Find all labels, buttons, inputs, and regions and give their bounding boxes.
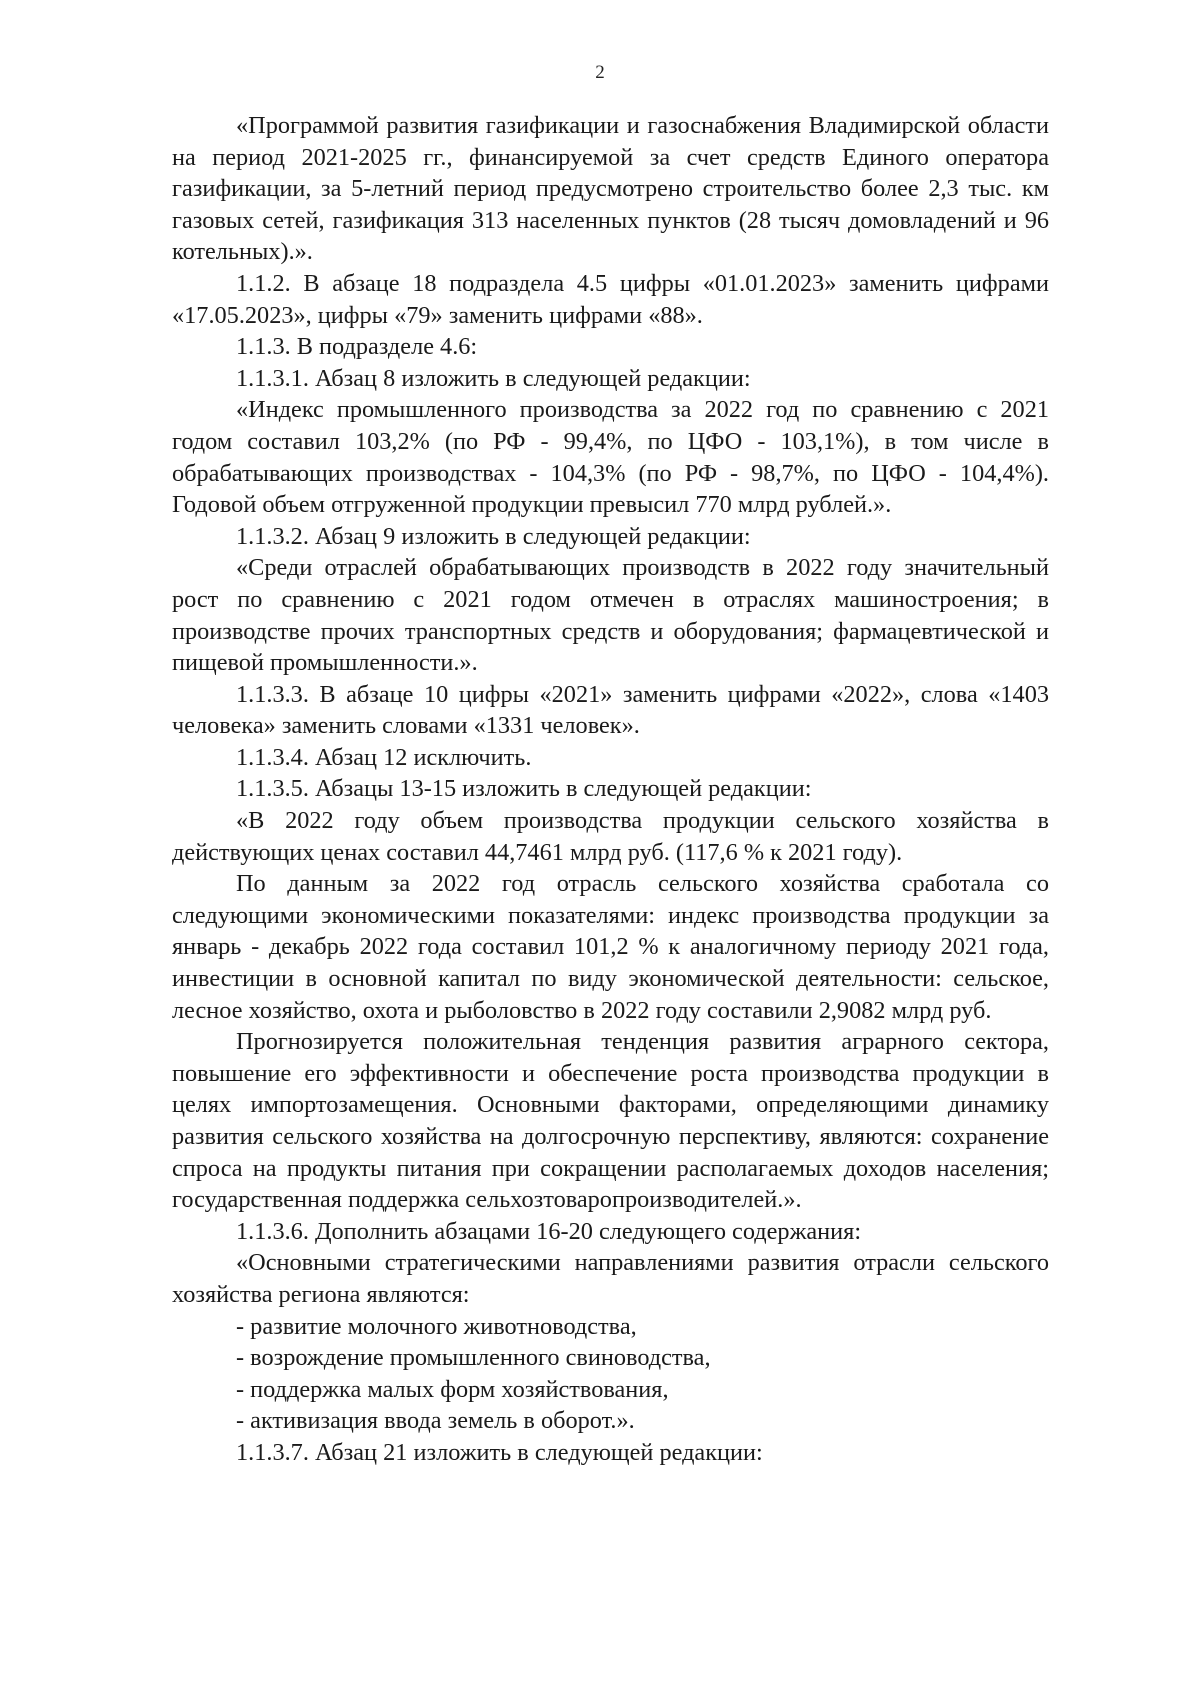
list-item-dairy: - развитие молочного животноводства,	[236, 1312, 637, 1340]
paragraph-1-1-3-6: 1.1.3.6. Дополнить абзацами 16-20 следующего содержания:	[236, 1217, 862, 1245]
paragraph-1-1-3-4: 1.1.3.4. Абзац 12 исключить.	[236, 743, 532, 771]
paragraph-manufacturing-quote: «Среди отраслей обрабатывающих производств в 2022 году значительный рост по сравнению с 2021 годом отмечен в отраслях машиностроения; в производстве прочих транспортных средств и оборудования; фармацевтической и пищевой промышленности.».	[172, 554, 1049, 677]
paragraph-agriculture-output-quote: «В 2022 году объем производства продукции сельского хозяйства в действующих ценах составил 44,7461 млрд руб. (117,6 % к 2021 году).	[172, 807, 1049, 866]
document-body	[172, 110, 1049, 1469]
page-number: 2	[595, 62, 605, 83]
paragraph-1-1-3-3: 1.1.3.3. В абзаце 10 цифры «2021» заменить цифрами «2022», слова «1403 человека» заменить словами «1331 человек».	[172, 680, 1049, 740]
paragraph-1-1-2: 1.1.2. В абзаце 18 подраздела 4.5 цифры «01.01.2023» заменить цифрами «17.05.2023», цифры «79» заменить цифрами «88».	[172, 269, 1049, 329]
paragraph-strategic-directions: «Основными стратегическими направлениями развития отрасли сельского хозяйства региона являются:	[172, 1249, 1049, 1308]
paragraph-gasification-quote: «Программой развития газификации и газоснабжения Владимирской области на период 2021-2025 гг., финансируемой за счет средств Единого оператора газификации, за 5-летний период предусмотрено строительство более 2,3 тыс. км газовых сетей, газификация 313 населенных пунктов (28 тысяч домовладений и 96 котельных).».	[172, 112, 1049, 266]
paragraph-agriculture-indicators: По данным за 2022 год отрасль сельского хозяйства сработала со следующими экономическими показателями: индекс производства продукции за январь - декабрь 2022 года составил 101,2 % к аналогичному периоду 2021 года, инвестиции в основной капитал по виду экономической деятельности: сельское, лесное хозяйство, охота и рыболовство в 2022 году составили 2,9082 млрд руб.	[172, 870, 1049, 1024]
paragraph-1-1-3-7: 1.1.3.7. Абзац 21 изложить в следующей редакции:	[236, 1438, 763, 1466]
list-item-pig-farming: - возрождение промышленного свиноводства,	[236, 1344, 711, 1372]
list-item-land-use: - активизация ввода земель в оборот.».	[236, 1407, 635, 1435]
list-item-small-farms: - поддержка малых форм хозяйствования,	[236, 1375, 669, 1403]
paragraph-1-1-3-5: 1.1.3.5. Абзацы 13-15 изложить в следующей редакции:	[236, 775, 812, 803]
paragraph-1-1-3: 1.1.3. В подразделе 4.6:	[236, 333, 478, 361]
paragraph-agriculture-forecast: Прогнозируется положительная тенденция развития аграрного сектора, повышение его эффективности и обеспечение роста производства продукции в целях импортозамещения. Основными факторами, определяющими динамику развития сельского хозяйства на долгосрочную перспективу, являются: сохранение спроса на продукты питания при сокращении располагаемых доходов населения; государственная поддержка сельхозтоваропроизводителей.».	[172, 1028, 1049, 1214]
paragraph-industry-index-quote: «Индекс промышленного производства за 2022 год по сравнению с 2021 годом составил 103,2% (по РФ - 99,4%, по ЦФО - 103,1%), в том числе в обрабатывающих производствах - 104,3% (по РФ - 98,7%, по ЦФО - 104,4%). Годовой объем отгруженной продукции превысил 770 млрд рублей.».	[172, 396, 1049, 519]
paragraph-1-1-3-1: 1.1.3.1. Абзац 8 изложить в следующей редакции:	[236, 364, 751, 392]
paragraph-1-1-3-2: 1.1.3.2. Абзац 9 изложить в следующей редакции:	[236, 522, 751, 550]
